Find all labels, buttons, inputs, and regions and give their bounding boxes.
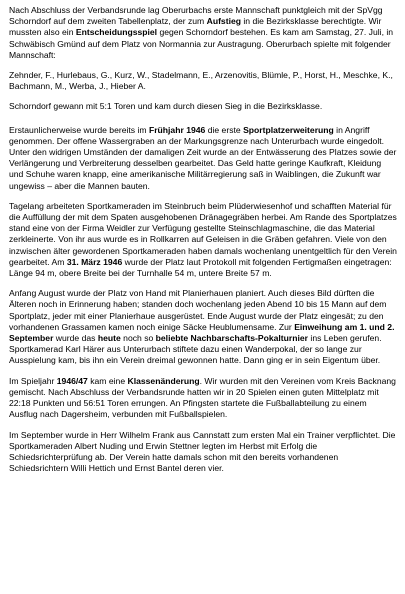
paragraph-steinbruch: Tagelang arbeiteten Sportkameraden im Steinbruch beim Plüderwiesenhof und schafften Material für die Auffüllung der mit dem Spaten ausgehobenen Dränagegräben herbei. Am Rande des Sportplatzes stand eine von der Firma Weidler zur Verfügung gestellte Steinschlagmaschine, die das Material zerkleinerte. Von ihr aus wurde es in Rollkarren auf Geleisen in die Gräben gefahren. Viele von den inzwischen älter gewordenen Sportkameraden haben damals wochenlang unentgeltlich für den Verein gearbeitet. Am 31. März 1946 wurde der Platz laut Protokoll mit folgenden Fertigmaßen eingetragen: Länge 94 m, obere Breite bei der Turnhalle 54 m, untere Breite 57 m. [9, 200, 397, 279]
paragraph-aufstieg: Nach Abschluss der Verbandsrunde lag Oberurbachs erste Mannschaft punktgleich mit der SpVgg Schorndorf auf dem zweiten Tabellenplatz, der zum Aufstieg in die Bezirksklasse berechtigte. Wir mussten also ein Entscheidungsspiel gegen Schorndorf bestehen. Es kam am Samstag, 27. Juli, in Schwäbisch Gmünd auf dem Platz von Normannia zur Austragung. Oberurbach spielte mit folgender Mannschaft: [9, 5, 394, 60]
paragraph-team-lineup: Zehnder, F., Hurlebaus, G., Kurz, W., Stadelmann, E., Arzenovitis, Blümle, P., Horst, H., Meschke, K., Bachmann, M., Werba, J., Hieber A. [9, 70, 393, 92]
paragraph-klassenaenderung: Im Spieljahr 1946/47 kam eine Klassenänderung. Wir wurden mit den Vereinen vom Kreis Backnang gemischt. Nach Abschluss der Verbandsrunde hatten wir in 20 Spielen einen guten Mittelplatz mit 22:18 Punkten und 56:51 Toren errungen. An Pfingsten startete die Fußballabteilung zu einem Ausflug nach Dagersheim, verbunden mit Fußballspielen. [9, 375, 396, 420]
paragraph-einweihung: Anfang August wurde der Platz von Hand mit Planierhauen planiert. Auch dieses Bild dürften die Älteren noch in Erinnerung haben; standen doch wochenlang jeden Abend 10 bis 15 Mann auf dem Sportplatz, jeder mit einer Planierhaue ausgerüstet. Ende August wurde der Platz eingesät; zu den vorhandenen Grassamen kamen noch einige Säcke Heublumensame. Zur Einweihung am 1. und 2. September wurde das heute noch so beliebte Nachbarschafts-Pokalturnier ins Leben gerufen. Sportkamerad Karl Härer aus Unterurbach stiftete dazu einen Wanderpokal, der so lange zur Ausspielung kam, bis ihn ein Verein dreimal gewonnen hatte. Dann ging er in sein Eigentum über. [9, 288, 395, 366]
paragraph-result: Schorndorf gewann mit 5:1 Toren und kam durch diesen Sieg in die Bezirksklasse. [9, 101, 323, 112]
paragraph-sportplatzerweiterung: Erstaunlicherweise wurde bereits im Frühjahr 1946 die erste Sportplatzerweiterung in Angriff genommen. Der offene Wassergraben an der Markungsgrenze nach Unterurbach wurde eingedolt. Unter den widrigen Umständen der damaligen Zeit wurde an der Entwässerung des Platzes sowie der Verlängerung und Verbreiterung desselben gearbeitet. Das Geld hatte geringe Kaufkraft, Kleidung und Schuhe waren knapp, eine amerikanische Militärregierung saß in Waiblingen, die Zukunft war ungewiss – aber die Mannen bauten. [9, 124, 397, 191]
paragraph-trainer: Im September wurde in Herr Wilhelm Frank aus Cannstatt zum ersten Mal ein Trainer verpflichtet. Die Sportkameraden Albert Nuding und Erwin Stettner legten im Herbst mit Erfolg die Schiedsrichterprüfung ab. Der Verein hatte damals schon mit den bereits vorhandenen Schiedsrichtern Willi Hettich und Ernst Bantel deren vier. [9, 429, 396, 474]
